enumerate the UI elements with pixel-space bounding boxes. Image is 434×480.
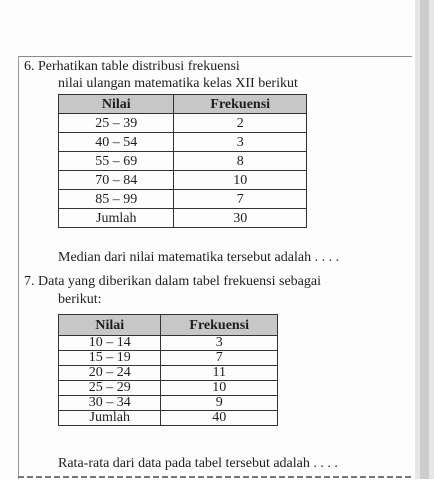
cell-jumlah-label: Jumlah	[59, 209, 174, 228]
cell-frekuensi: 7	[161, 351, 278, 366]
table-row	[59, 114, 307, 133]
cell-jumlah-label: Jumlah	[59, 411, 161, 426]
q7-line2: berikut:	[58, 292, 102, 307]
cell-nilai: 25 – 39	[59, 114, 174, 133]
page-border-top	[18, 56, 412, 57]
cell-frekuensi: 10	[161, 381, 278, 396]
cell-frekuensi: 8	[174, 152, 307, 171]
q6-line1: 6. Perhatikan table distribusi frekuensi	[24, 59, 240, 74]
table-total-row	[59, 209, 307, 228]
cell-frekuensi: 10	[174, 171, 307, 190]
table-row	[59, 190, 307, 209]
header-nilai: Nilai	[59, 95, 174, 114]
header-frekuensi: Frekuensi	[174, 95, 307, 114]
cell-nilai: 40 – 54	[59, 133, 174, 152]
cell-nilai: 30 – 34	[59, 396, 161, 411]
table-header-row	[59, 95, 307, 114]
q6-question: Median dari nilai matematika tersebut adalah . . . .	[58, 250, 340, 265]
cell-nilai: 10 – 14	[59, 336, 161, 351]
table-total-row	[59, 411, 278, 426]
cell-jumlah-value: 40	[161, 411, 278, 426]
cell-frekuensi: 3	[174, 133, 307, 152]
q7-question: Rata-rata dari data pada tabel tersebut adalah . . . .	[58, 456, 338, 471]
page-edge-scrollbar	[415, 0, 434, 479]
cell-frekuensi: 3	[161, 336, 278, 351]
cell-jumlah-value: 30	[174, 209, 307, 228]
table-row	[59, 152, 307, 171]
cell-frekuensi: 9	[161, 396, 278, 411]
q6-frequency-table	[58, 94, 307, 228]
cell-nilai: 55 – 69	[59, 152, 174, 171]
table-row	[59, 171, 307, 190]
cell-frekuensi: 11	[161, 366, 278, 381]
cell-frekuensi: 7	[174, 190, 307, 209]
cell-frekuensi: 2	[174, 114, 307, 133]
next-question-cut-off	[18, 474, 412, 480]
cell-nilai: 70 – 84	[59, 171, 174, 190]
cell-nilai: 85 – 99	[59, 190, 174, 209]
header-frekuensi: Frekuensi	[161, 315, 278, 336]
table-row	[59, 336, 278, 351]
q7-line1: 7. Data yang diberikan dalam tabel frekuensi sebagai	[24, 274, 321, 289]
cell-nilai: 15 – 19	[59, 351, 161, 366]
table-row	[59, 366, 278, 381]
table-row	[59, 133, 307, 152]
q7-frequency-table	[58, 314, 278, 426]
page-border-left	[18, 56, 19, 479]
q6-line2: nilai ulangan matematika kelas XII berikut	[58, 76, 298, 91]
table-row	[59, 381, 278, 396]
page-edge-inner	[420, 0, 429, 479]
table-row	[59, 396, 278, 411]
table-header-row	[59, 315, 278, 336]
table-row	[59, 351, 278, 366]
cell-nilai: 20 – 24	[59, 366, 161, 381]
cell-nilai: 25 – 29	[59, 381, 161, 396]
header-nilai: Nilai	[59, 315, 161, 336]
